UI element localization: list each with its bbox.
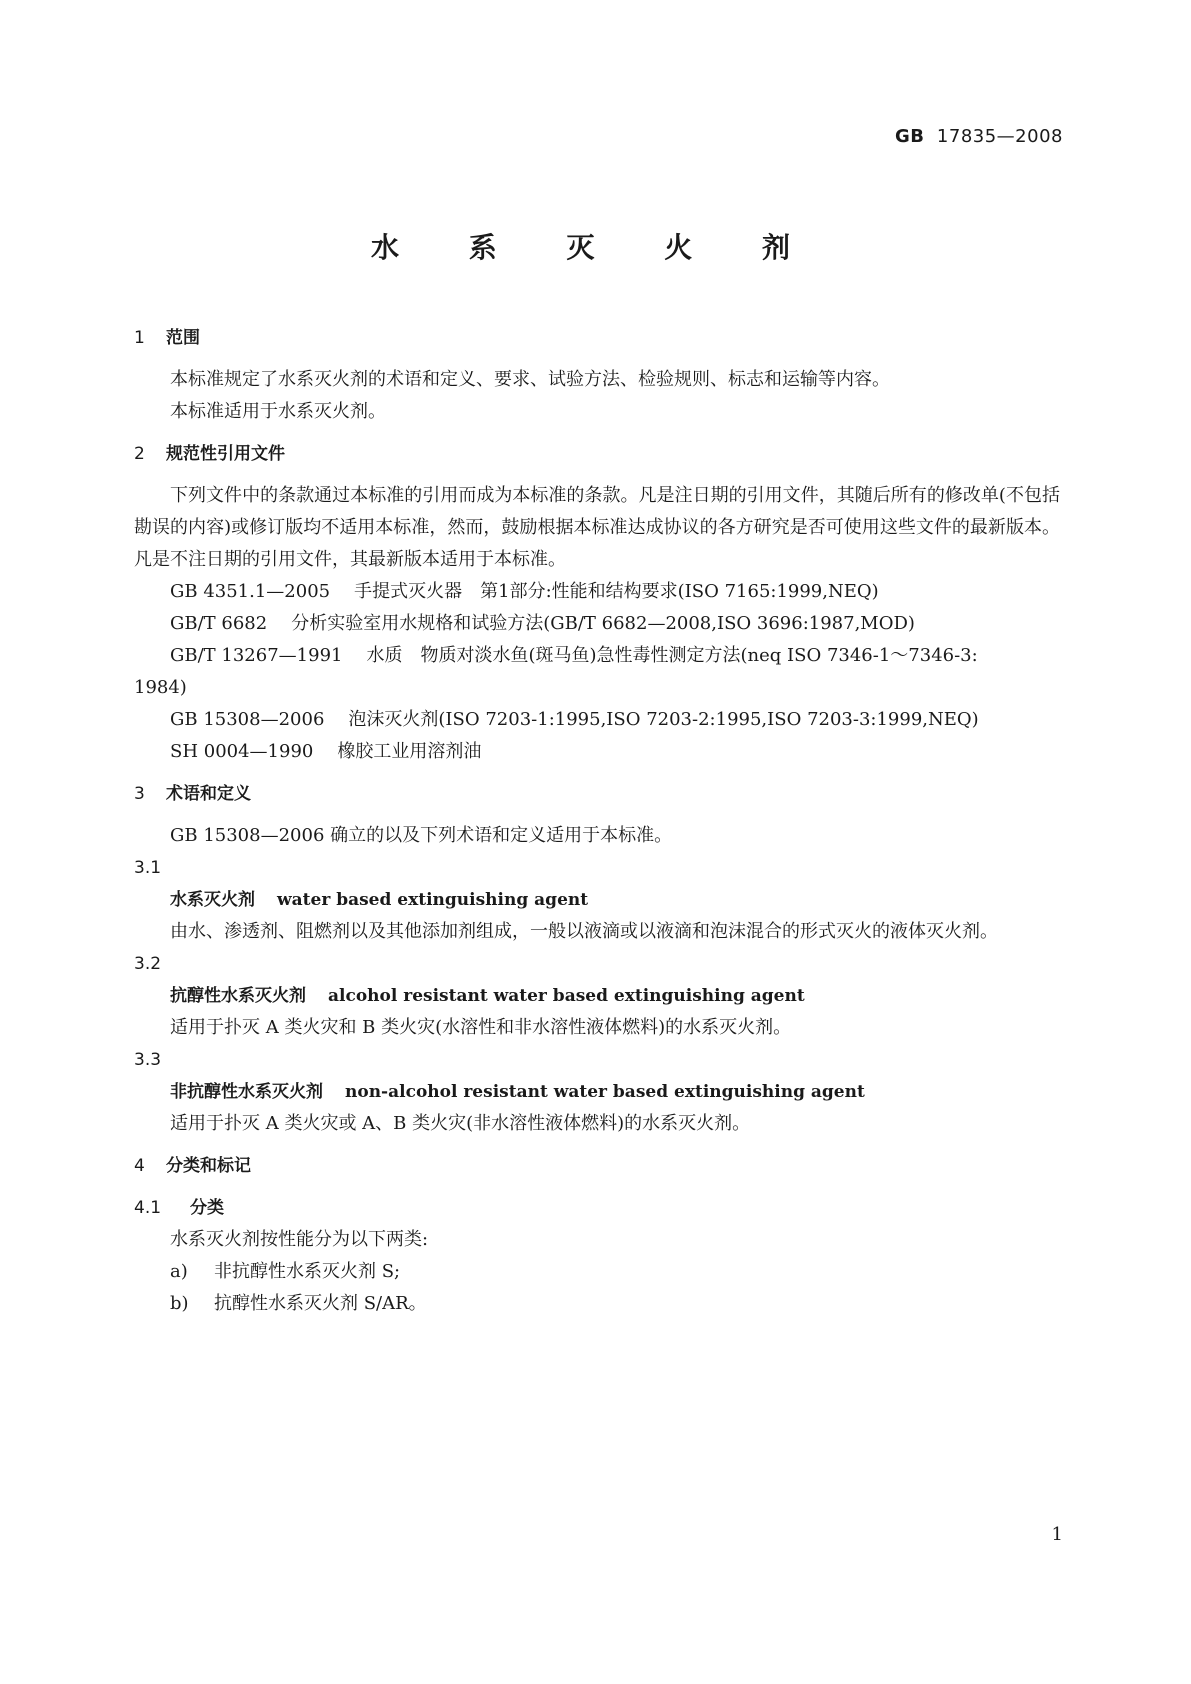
list-item: [134, 1288, 1060, 1320]
paragraph: GB 15308—2006 确立的以及下列术语和定义适用于本标准。: [170, 825, 673, 846]
paragraph: 本标准适用于水系灭火剂。: [170, 401, 386, 422]
paragraph: 本标准规定了水系灭火剂的术语和定义、要求、试验方法、检验规则、标志和运输等内容。: [170, 369, 890, 390]
list-marker: b): [170, 1293, 189, 1314]
subsection-heading: [134, 1192, 1060, 1224]
section-heading-1: [134, 322, 1060, 354]
term-definition: 由水、渗透剂、阻燃剂以及其他添加剂组成，一般以液滴或以液滴和泡沫混合的形式灭火的液体灭火剂。: [170, 921, 998, 942]
section-heading-3: [134, 778, 1060, 810]
reference-title: 手提式灭火器 第1部分:性能和结构要求(ISO 7165:1999,NEQ): [354, 581, 879, 602]
reference-item: [134, 640, 1060, 672]
standard-prefix: GB: [894, 126, 925, 147]
term-definition: 适用于扑灭 A 类火灾或 A、B 类火灾(非水溶性液体燃料)的水系灭火剂。: [170, 1113, 751, 1134]
section-number: 2: [134, 444, 145, 464]
term-number: 3.3: [134, 1050, 162, 1070]
reference-item: [134, 608, 1060, 640]
list-text: 非抗醇性水系灭火剂 S;: [214, 1261, 401, 1282]
reference-code: GB/T 6682: [170, 613, 268, 634]
section-heading-4: [134, 1150, 1060, 1182]
term-english: water based extinguishing agent: [277, 890, 589, 910]
term-heading: [134, 980, 1060, 1012]
reference-title: 水质 物质对淡水鱼(斑马鱼)急性毒性测定方法(neq ISO 7346-1～7346-3:: [366, 645, 978, 666]
term-heading: [134, 1076, 1060, 1108]
section-number: 3: [134, 784, 145, 804]
subsection-title: 分类: [190, 1198, 224, 1218]
document-title: 水 系 灭 火 剂: [371, 231, 820, 264]
document-body: [134, 322, 1060, 1320]
reference-item: [134, 704, 1060, 736]
term-number: 3.2: [134, 954, 162, 974]
reference-item: [134, 576, 1060, 608]
term-number: 3.1: [134, 858, 162, 878]
paragraph: 水系灭火剂按性能分为以下两类:: [170, 1229, 429, 1250]
term-definition: 适用于扑灭 A 类火灾和 B 类火灾(水溶性和非水溶性液体燃料)的水系灭火剂。: [170, 1017, 792, 1038]
standard-number: 17835—2008: [936, 126, 1063, 147]
list-marker: a): [170, 1261, 188, 1282]
reference-code: GB 4351.1—2005: [170, 581, 331, 602]
reference-item: [134, 736, 1060, 768]
reference-code: SH 0004—1990: [170, 741, 314, 762]
section-title: 分类和标记: [166, 1156, 251, 1176]
term-chinese: 抗醇性水系灭火剂: [170, 986, 306, 1006]
reference-code: GB/T 13267—1991: [170, 645, 343, 666]
term-english: non-alcohol resistant water based extinguishing agent: [345, 1082, 865, 1102]
term-english: alcohol resistant water based extinguishing agent: [328, 986, 805, 1006]
section-title: 规范性引用文件: [166, 444, 285, 464]
term-heading: [134, 884, 1060, 916]
section-title: 范围: [166, 328, 200, 348]
section-heading-2: [134, 438, 1060, 470]
section-number: 1: [134, 328, 145, 348]
subsection-number: 4.1: [134, 1198, 162, 1218]
reference-title: 泡沫灭火剂(ISO 7203-1:1995,ISO 7203-2:1995,ISO 7203-3:1999,NEQ): [348, 709, 979, 730]
term-chinese: 水系灭火剂: [170, 890, 255, 910]
term-chinese: 非抗醇性水系灭火剂: [170, 1082, 323, 1102]
paragraph: 下列文件中的条款通过本标准的引用而成为本标准的条款。凡是注日期的引用文件，其随后所有的修改单(不包括勘误的内容)或修订版均不适用本标准，然而，鼓励根据本标准达成协议的各方研究是否可使用这些文件的最新版本。凡是不注日期的引用文件，其最新版本适用于本标准。: [134, 485, 1060, 570]
reference-title: 分析实验室用水规格和试验方法(GB/T 6682—2008,ISO 3696:1987,MOD): [291, 613, 915, 634]
reference-title: 橡胶工业用溶剂油: [337, 741, 482, 762]
reference-continuation: 1984): [134, 677, 187, 698]
section-title: 术语和定义: [166, 784, 251, 804]
list-text: 抗醇性水系灭火剂 S/AR。: [214, 1293, 427, 1314]
standard-code: [895, 126, 1063, 147]
page-number: 1: [1051, 1524, 1063, 1545]
reference-code: GB 15308—2006: [170, 709, 325, 730]
section-number: 4: [134, 1156, 145, 1176]
list-item: [134, 1256, 1060, 1288]
